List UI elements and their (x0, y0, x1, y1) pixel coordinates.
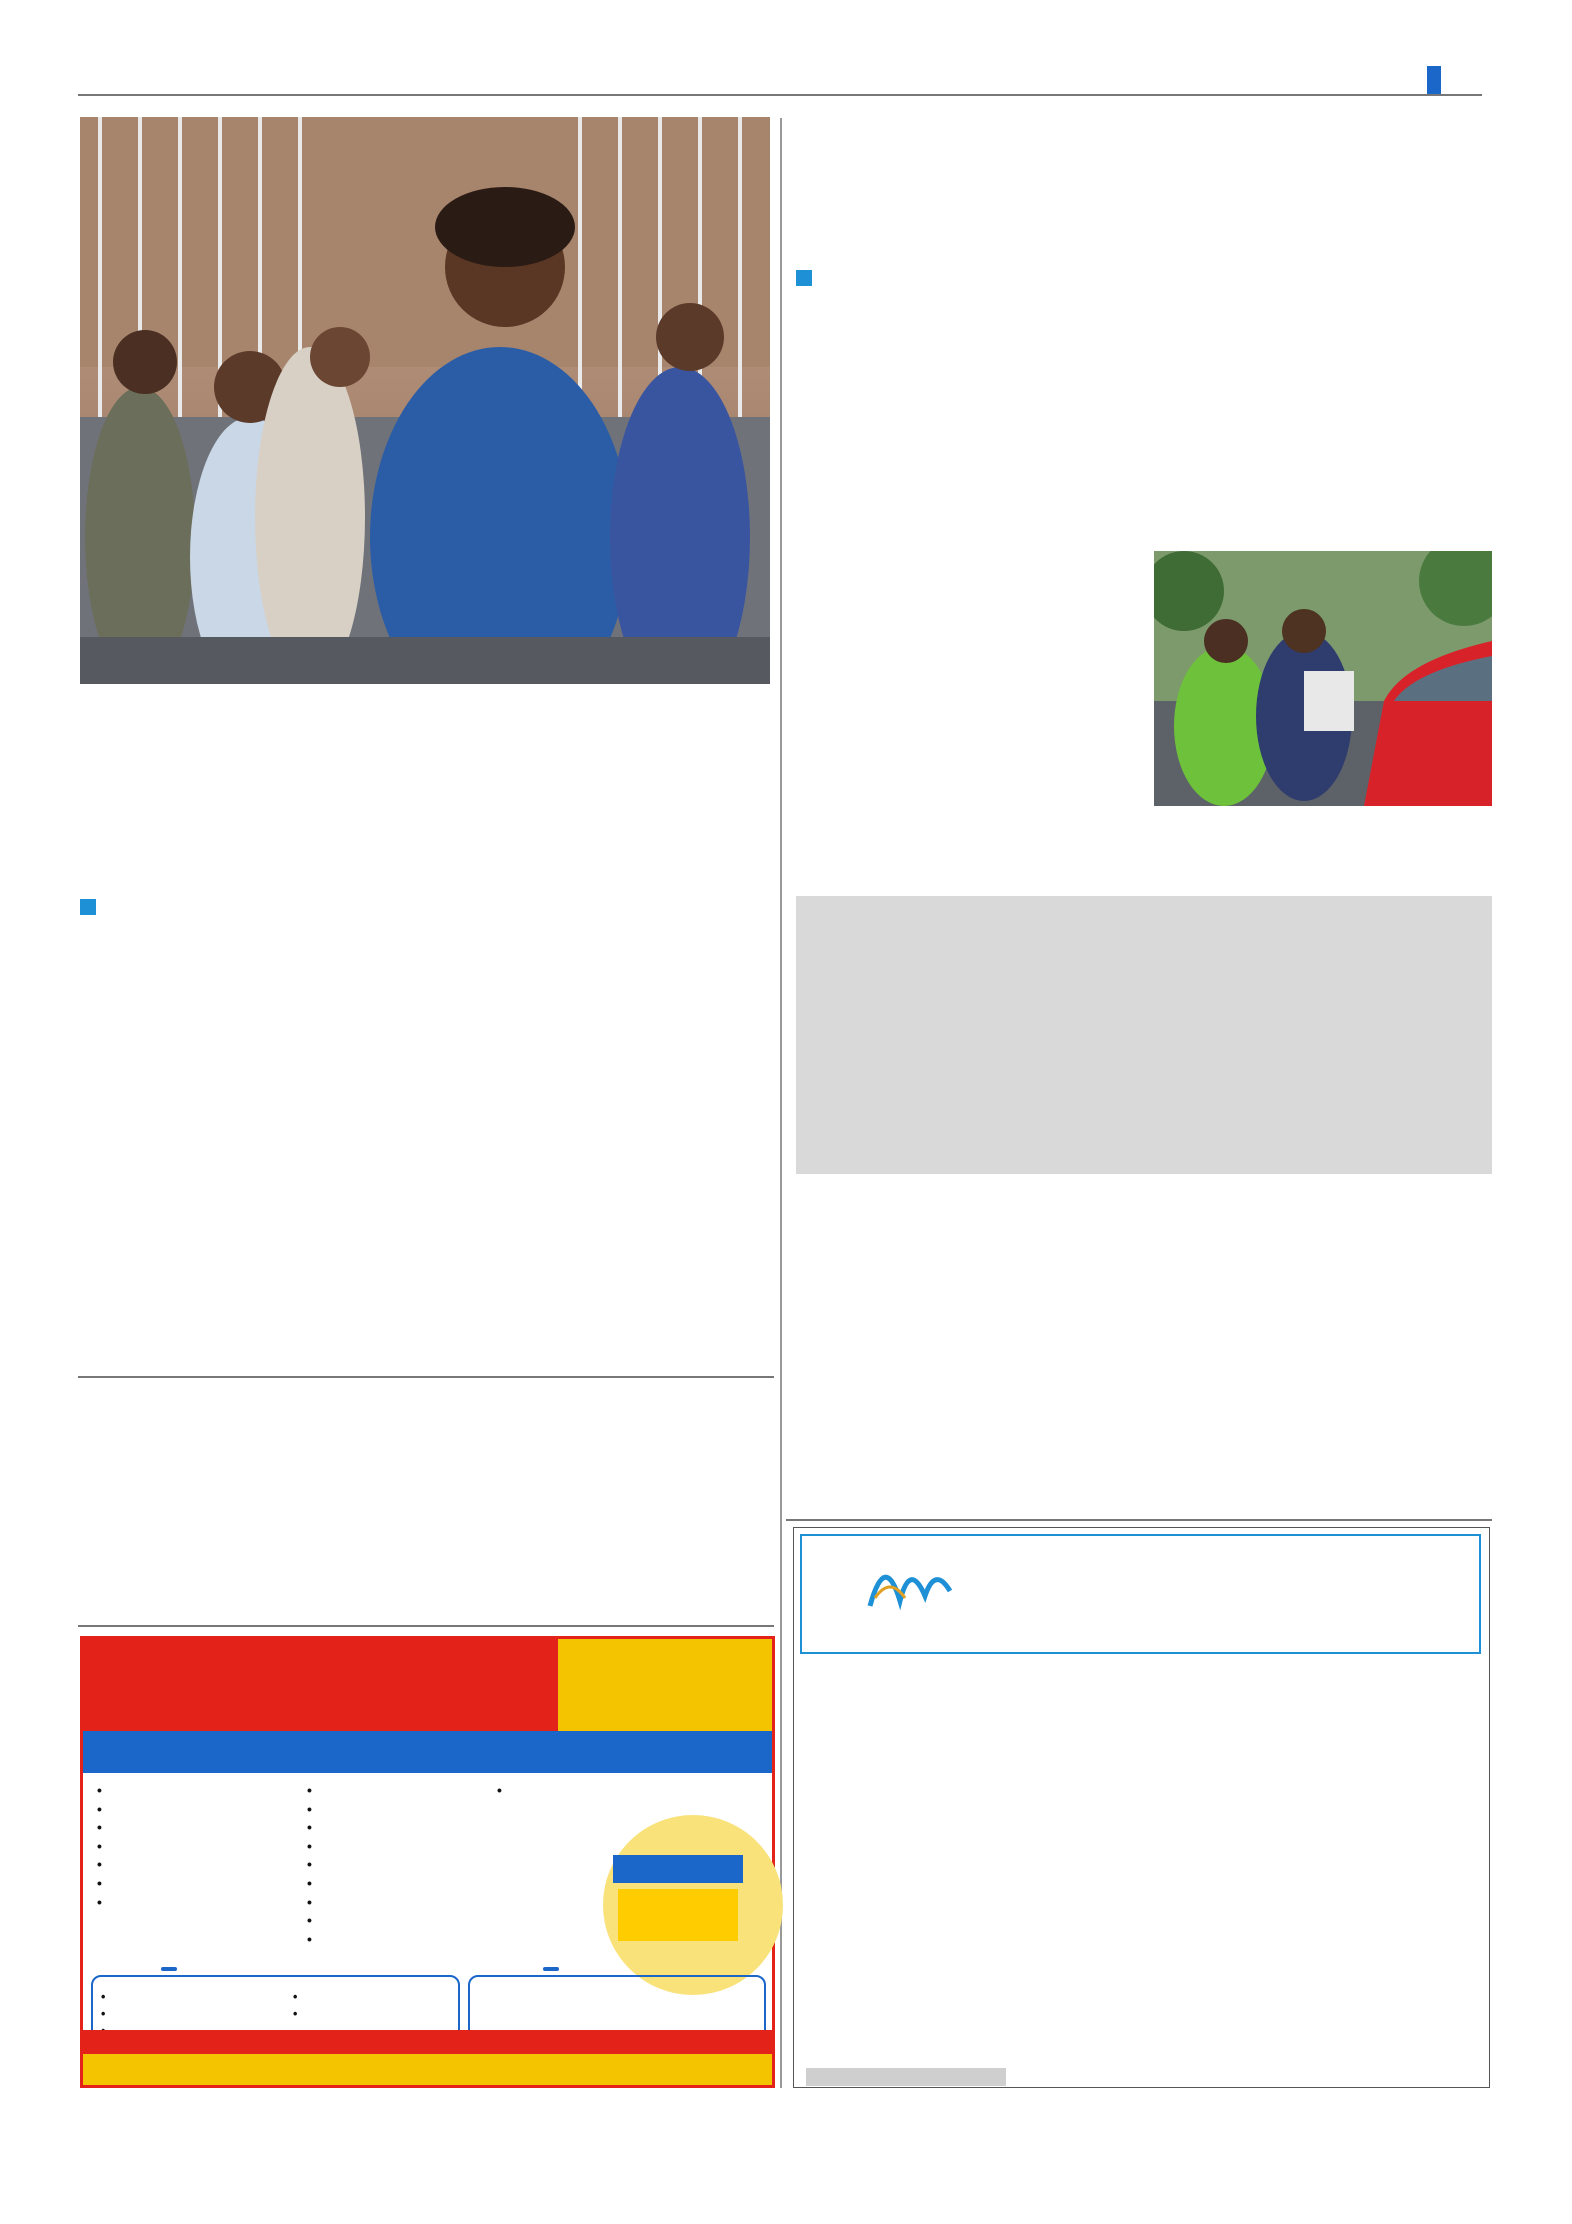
list-item (97, 1893, 302, 1912)
contact-band (83, 2054, 772, 2085)
list-item (307, 1837, 507, 1856)
byline-marker (80, 899, 96, 915)
list-item (307, 1855, 507, 1874)
list-item (307, 1874, 507, 1893)
page-marker (1427, 66, 1441, 94)
list-item (307, 1911, 507, 1930)
section-rule (78, 1376, 774, 1378)
list-item (97, 1874, 302, 1893)
article1-byline (80, 899, 104, 915)
postnet-logo-band (83, 1639, 558, 1731)
services-list-2 (307, 1781, 507, 1948)
list-item (497, 1781, 682, 1800)
list-item (307, 1893, 507, 1912)
list-item (101, 2006, 291, 2023)
column-divider (780, 118, 782, 2088)
new-services-list-2 (293, 1989, 463, 2023)
section-rule (78, 1625, 774, 1627)
services-list-1 (97, 1781, 302, 1911)
midvaal-logo (830, 1546, 1030, 1646)
byline-marker (796, 270, 812, 286)
list-item (307, 1781, 507, 1800)
list-item (307, 1800, 507, 1819)
list-item (97, 1781, 302, 1800)
section-rule (786, 1519, 1492, 1521)
roadblock-photo (1154, 551, 1492, 806)
dhl-logo-box (618, 1889, 738, 1941)
article3-box (796, 896, 1492, 1174)
list-item (97, 1855, 302, 1874)
signed-box (806, 2068, 1006, 2086)
list-item (97, 1818, 302, 1837)
article2-byline (796, 270, 820, 286)
list-item (293, 1989, 463, 2006)
hours-title (543, 1967, 559, 1971)
court-photo (80, 117, 770, 684)
list-item (101, 1989, 291, 2006)
postnet-ad (80, 1636, 775, 2088)
services-band (83, 2030, 772, 2054)
header-rule (78, 94, 1482, 96)
list-item (97, 1800, 302, 1819)
dhl-partner-band (613, 1855, 743, 1883)
new-services-title (161, 1967, 177, 1971)
list-item (307, 1818, 507, 1837)
branch-band (558, 1639, 772, 1731)
services-list-3 (497, 1781, 682, 1800)
list-item (97, 1837, 302, 1856)
list-item (293, 2006, 463, 2023)
list-item (307, 1930, 507, 1949)
discount-banner (83, 1731, 772, 1773)
